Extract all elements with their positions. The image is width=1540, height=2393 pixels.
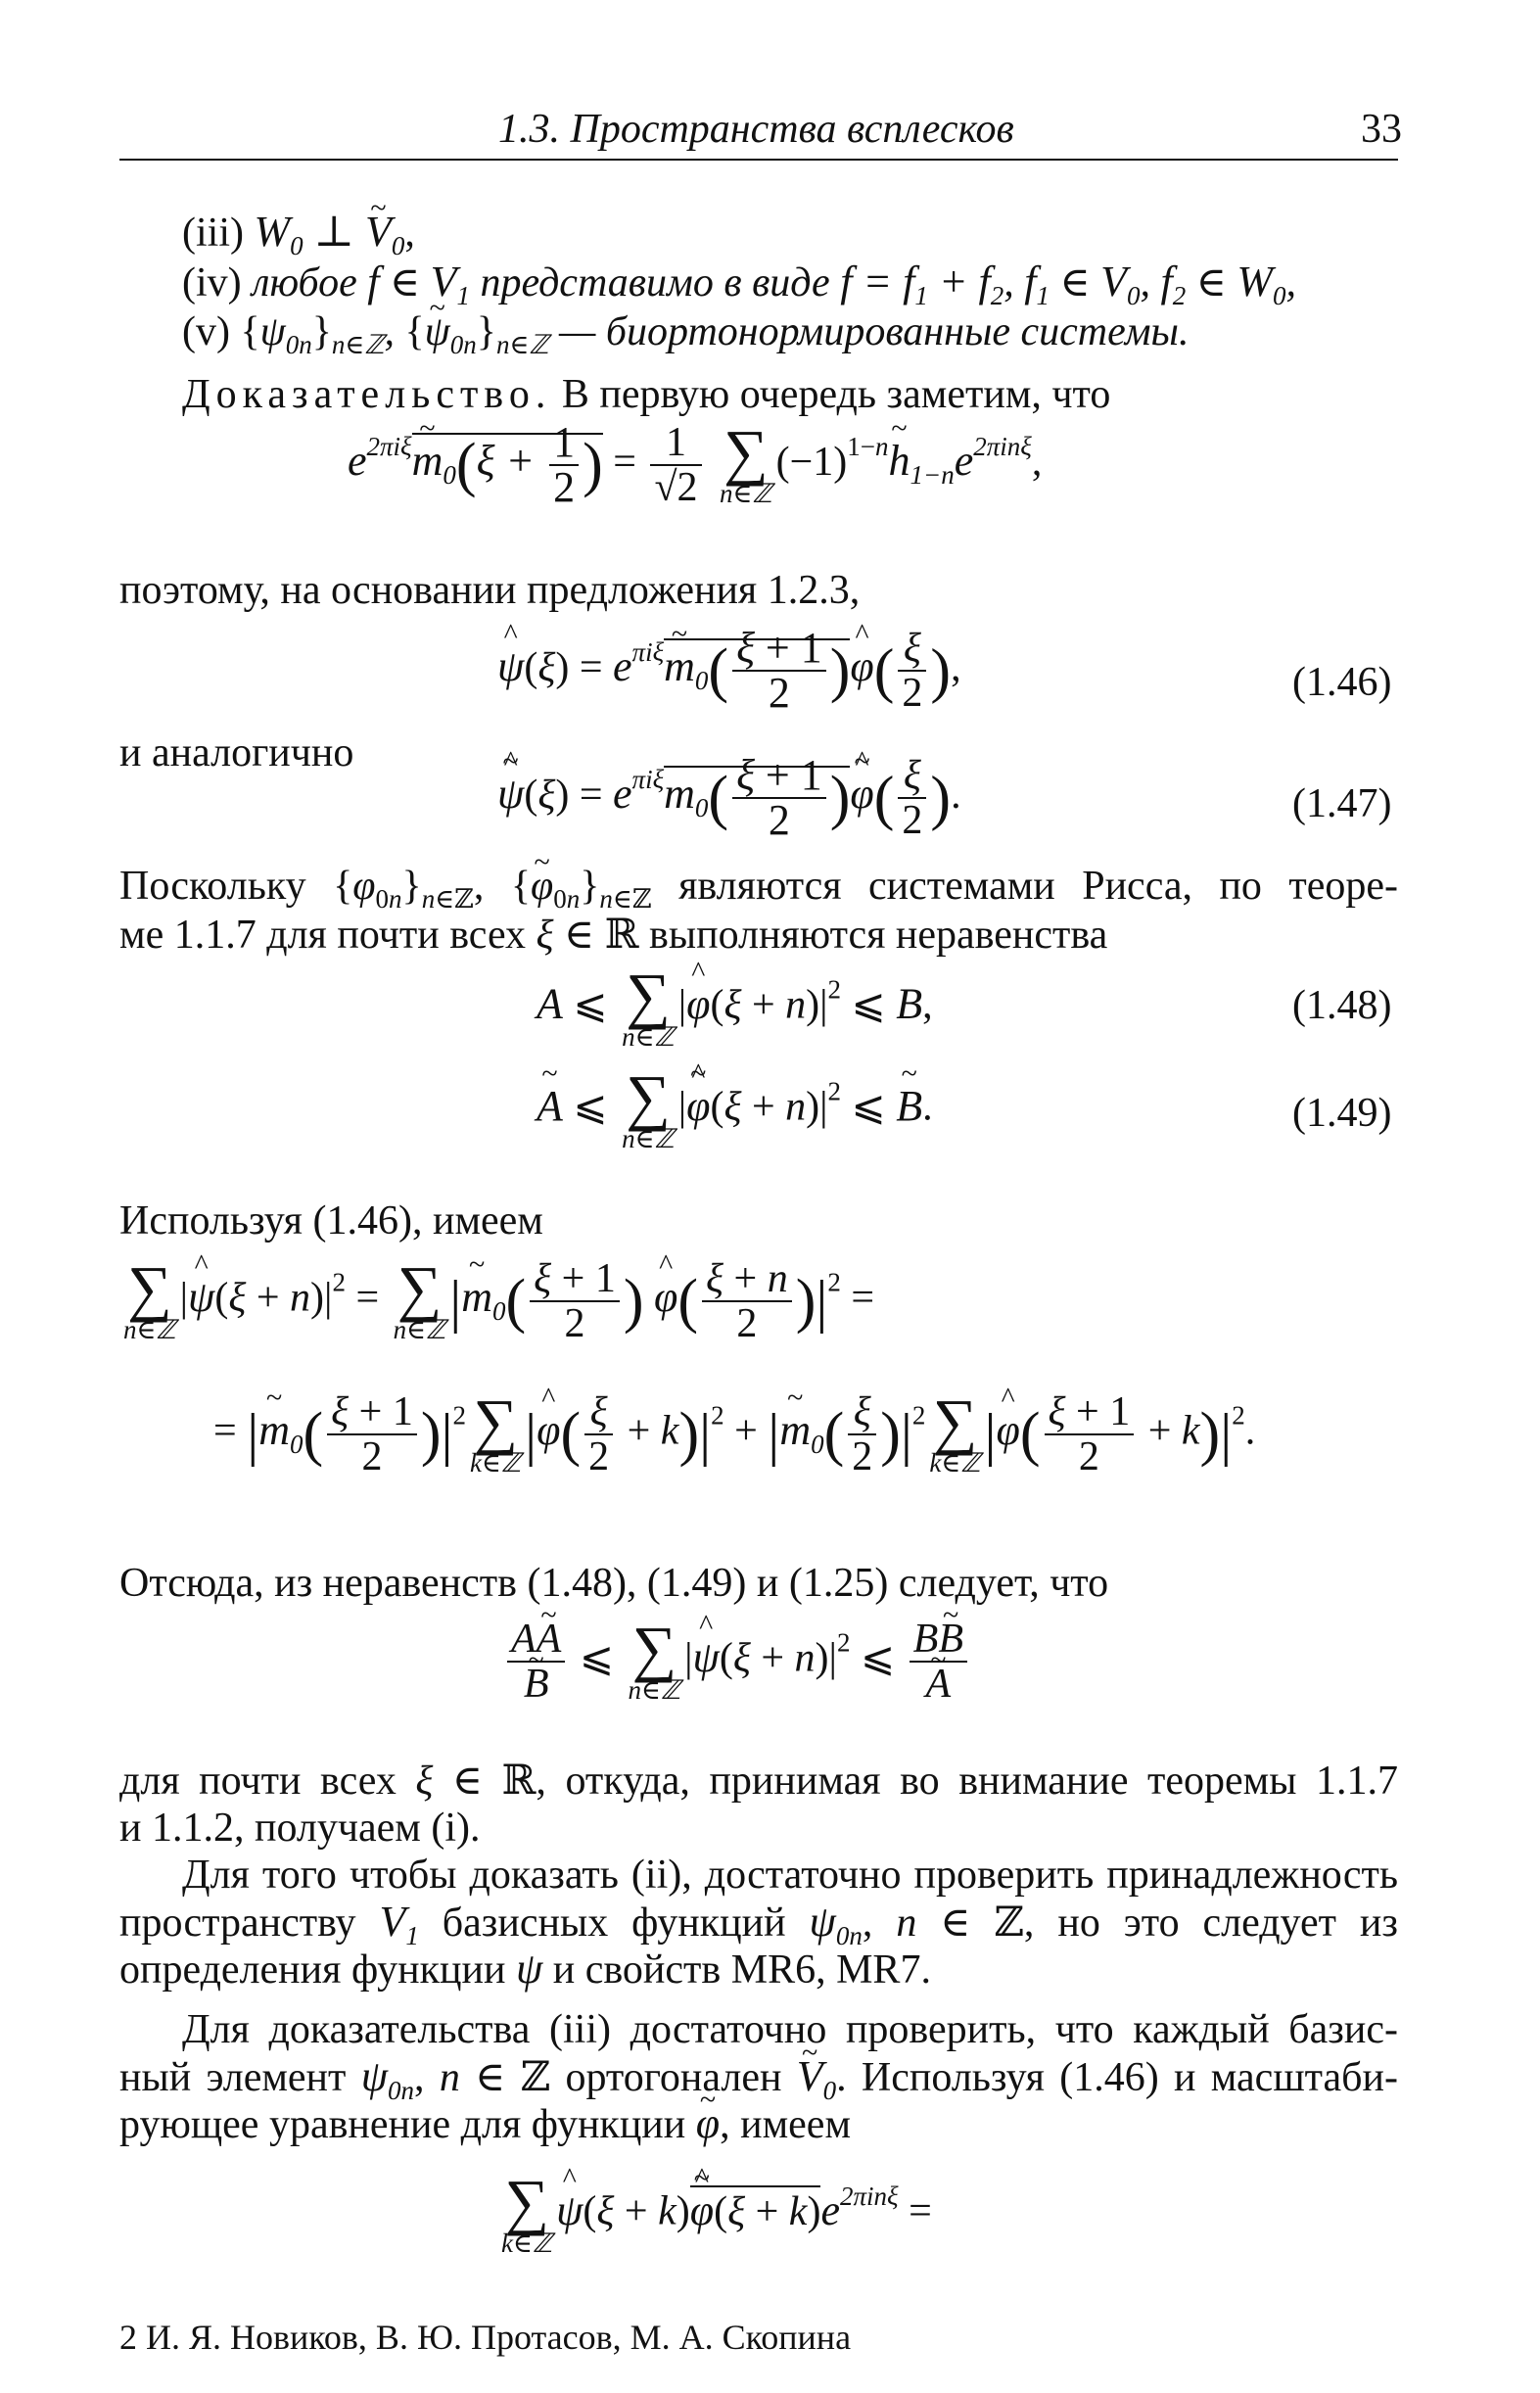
para-ii-line-2: пространству $V_1$ базисных функций $\psi_{0n}$, n ∈ ℤ, но это следует из [119, 1898, 1398, 1950]
label-1-46: (1.46) [1292, 660, 1392, 705]
para-iii-line-2: ный элемент $\psi_{0n}$, n ∈ ℤ ортогонален ~ $V_0$. Используя (1.46) и масштаби- [119, 2052, 1398, 2115]
text-similarly: и аналогично [119, 730, 354, 775]
para-ii-line-3: определения функции ψ и свойств MR6, MR7. [119, 1945, 931, 1993]
text-so: поэтому, на основании предложения 1.2.3, [119, 568, 861, 613]
item-v: (v) $\{\psi_{0n}\}_{n\in ℤ}$, {~ $\psi_{0n}\}_{n\in ℤ}$ — биортонормированные системы. [182, 307, 1189, 369]
para-iii-line-1: Для доказательства (iii) достаточно проверить, что каждый базис- [182, 2007, 1398, 2052]
equation-bounds: A~ A ~ B ⩽ ∑ n∈ℤ |^ $\psi(\xi + n)|^2$ ⩽ B~ B ~ A [503, 1618, 971, 1706]
label-1-49: (1.49) [1292, 1091, 1392, 1136]
para-ii-line-1: Для того чтобы доказать (ii), достаточно проверить принадлежность [182, 1853, 1398, 1898]
equation-1-48: A ⩽ ∑ n∈ℤ |^ $\varphi(\xi + n)|^2$ ⩽ B, [537, 967, 933, 1050]
label-1-48: (1.48) [1292, 983, 1392, 1028]
equation-last: ∑ k∈ℤ ^ ψ(ξ + k)~ ^ $\varphi(\xi + k)e^{2\pi in\xi}$ = [497, 2174, 932, 2256]
proof-intro: Доказательство. В первую очередь заметим, что [182, 372, 1111, 417]
para-riesz-line-2: ме 1.1.7 для почти всех ξ ∈ ℝ выполняются неравенства [119, 913, 1108, 958]
para-riesz-line-1: Поскольку $\{\varphi_{0n}\}_{n\in ℤ}$, {~ $\varphi_{0n}\}_{n\in ℤ}$ являются системами Рисса, по теоре- [119, 862, 1398, 923]
footer-authors: 2 И. Я. Новиков, В. Ю. Протасов, М. А. Скопина [119, 2318, 852, 2357]
item-iii: (iii) $W_0$ ⊥ ~ $V_0$, [182, 208, 415, 270]
para-end-line-2: и 1.1.2, получаем (i). [119, 1806, 481, 1851]
equation-1-49: ~ A ⩽ ∑ n∈ℤ |~ ^ $\varphi(\xi + n)|^2$ ⩽ ~ B. [537, 1069, 933, 1151]
text-hence: Отсюда, из неравенств (1.48), (1.49) и (1.25) следует, что [119, 1561, 1109, 1606]
item-iv: (iv) любое f ∈ $V_1$ представимо в виде $f = f_1 + f_2$, $f_1$ ∈ $V_0$, $f_2$ ∈ $W_0$, [182, 258, 1296, 310]
header-rule [119, 159, 1398, 161]
text-using: Используя (1.46), имеем [119, 1198, 543, 1243]
equation-1-46: ^ $\psi(\xi) = e^{\pi i\xi}\sim$ $m_0$( $\frac{\xi + 1}{2}$ )^ φ( $\frac{\xi}{2}$ ), [497, 627, 961, 715]
para-end-line-1: для почти всех ξ ∈ ℝ, откуда, принимая во внимание теоремы 1.1.7 [119, 1759, 1398, 1804]
para-iii-line-3: рующее уравнение для функции ~ φ, имеем [119, 2099, 851, 2149]
page-number: 33 [1361, 107, 1402, 152]
equation-sum-line-1: ∑ n∈ℤ |^ $\psi(\xi + n)|^2$ = ∑ n∈ℤ |~ $m_0$( $\frac{\xi + 1}{2}$ ) ^ φ( $\frac{\xi + n}{2}$ )$|^2$ = [119, 1257, 874, 1345]
equation-1-47: ~ ^ $\psi(\xi) = e^{\pi i\xi}m_0$( $\frac{\xi + 1}{2}$ )~ ^ φ( $\frac{\xi}{2}$ ). [497, 754, 961, 842]
equation-sum-line-2: = |~ $m_0$( $\frac{\xi + 1}{2}$ )$|^2$ ∑ k∈ℤ |^ φ( $\frac{\xi}{2}$ + $k)|^2$ + |~ $m_0$( $\frac{\xi}{2}$ )$|^2$ ∑ k∈ℤ |^ φ( $\frac{\xi + 1}{2}$ + $k)|^2$. [213, 1390, 1255, 1478]
label-1-47: (1.47) [1292, 781, 1392, 826]
equation-phase: $e^{2\pi i\xi}\sim$ $m_0(\xi$ + $\frac{1}{2}$ ) = $\frac{1}{√2}$ ∑ n∈ℤ $(-1)^{1-n}\sim$ $h_{1-n}e^{2\pi in\xi}$, [348, 421, 1042, 509]
running-title: 1.3. Пространства всплесков [498, 107, 1014, 152]
